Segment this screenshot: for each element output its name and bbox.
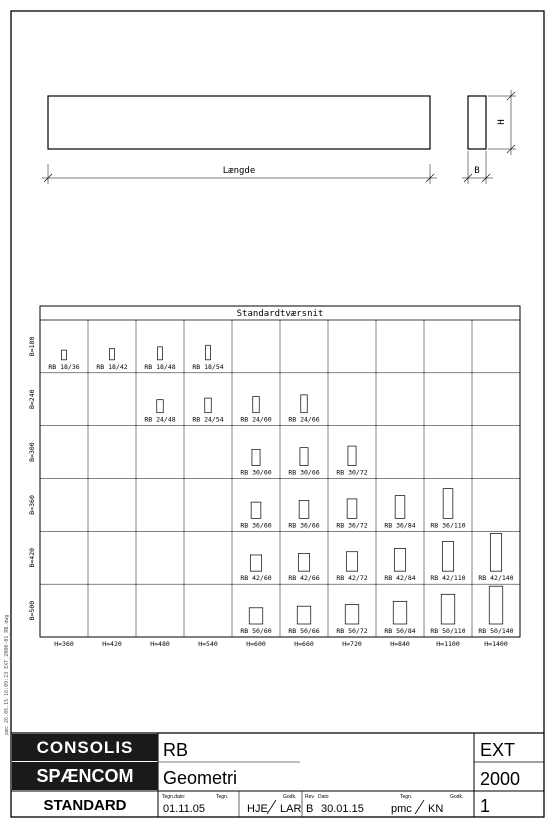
section-shape	[251, 502, 261, 518]
section-shape	[442, 541, 453, 571]
section-cell	[336, 499, 367, 529]
column-label: H=1400	[484, 640, 508, 648]
section-cell	[240, 608, 271, 635]
drawing-subtitle: Geometri	[163, 768, 238, 788]
spaencom-logo: SPÆNCOM	[36, 766, 134, 786]
section-shape	[62, 350, 67, 360]
section-cell	[240, 502, 271, 529]
beam-cross-section	[462, 90, 516, 184]
tegn-dato: 01.11.05	[163, 803, 206, 815]
section-label: RB 18/36	[48, 362, 80, 371]
rev-godk: KN	[428, 803, 444, 815]
godk2-label: Godk.	[450, 794, 464, 800]
section-shape	[348, 446, 356, 465]
section-label: RB 42/72	[336, 574, 368, 583]
standard-sections-table	[28, 306, 520, 648]
section-label: RB 18/42	[96, 362, 128, 371]
section-cell	[192, 345, 223, 371]
rev-tegn: pmc	[391, 803, 412, 815]
section-label: RB 18/48	[144, 362, 176, 371]
section-shape	[249, 608, 263, 624]
section-shape	[157, 400, 163, 413]
section-label: RB 42/60	[240, 574, 272, 583]
section-shape	[490, 533, 501, 571]
consolis-logo: CONSOLIS	[36, 738, 134, 757]
row-label: B=300	[28, 442, 36, 462]
section-label: RB 42/110	[430, 574, 466, 583]
column-label: H=1100	[436, 640, 460, 648]
length-label: Længde	[222, 166, 256, 176]
width-label: B	[474, 166, 480, 176]
tegn2-label: Tegn.	[400, 794, 413, 800]
tegn-dato-label: Tegn.dato:	[162, 794, 186, 800]
section-label: RB 24/48	[144, 415, 176, 424]
section-label: RB 30/72	[336, 468, 368, 477]
section-cell	[240, 555, 271, 582]
section-cell	[384, 601, 415, 635]
section-label: RB 24/60	[240, 415, 272, 424]
sheet-frame	[11, 11, 544, 817]
section-cell	[430, 489, 465, 530]
section-label: RB 36/60	[240, 521, 272, 530]
row-label: B=240	[28, 389, 36, 410]
section-shape	[395, 496, 405, 519]
column-label: H=660	[294, 640, 314, 648]
drawing-name: RB	[163, 740, 189, 760]
section-cell	[288, 448, 319, 477]
section-cell	[430, 541, 465, 582]
section-cell	[192, 398, 223, 424]
section-label: RB 50/66	[288, 627, 320, 635]
section-cell	[96, 348, 127, 370]
section-shape	[347, 499, 357, 518]
column-label: H=600	[246, 640, 266, 648]
row-label: B=420	[28, 547, 36, 568]
section-cell	[336, 446, 367, 476]
section-cell	[48, 350, 79, 371]
section-cell	[384, 548, 415, 582]
section-cell	[144, 400, 175, 424]
section-cell	[384, 496, 415, 530]
section-cell	[478, 586, 513, 635]
column-label: H=720	[342, 640, 362, 648]
row-label: B=180	[28, 336, 36, 357]
section-cell	[144, 347, 175, 371]
column-label: H=480	[150, 640, 170, 648]
column-label: H=360	[54, 640, 74, 648]
section-cell	[288, 501, 319, 530]
section-shape	[297, 606, 311, 624]
section-label: RB 50/60	[240, 627, 272, 635]
section-label: RB 36/84	[384, 521, 416, 530]
section-shape	[301, 395, 307, 413]
section-shape	[299, 501, 309, 519]
section-label: RB 24/54	[192, 415, 224, 424]
section-shape	[206, 345, 211, 360]
section-cell	[336, 605, 367, 635]
section-shape	[205, 398, 211, 413]
section-cell	[478, 533, 513, 582]
section-shape	[300, 448, 308, 466]
section-label: RB 36/66	[288, 521, 320, 530]
section-label: RB 50/140	[478, 627, 514, 635]
section-label: RB 50/110	[430, 627, 466, 635]
code-bottom: 1	[480, 796, 491, 816]
godk-label: Godk.	[283, 794, 297, 800]
section-label: RB 24/66	[288, 415, 320, 424]
row-label: B=360	[28, 495, 36, 515]
section-shape	[298, 553, 309, 571]
section-shape	[345, 605, 359, 624]
code-top: EXT	[480, 740, 516, 760]
tegn-initials: HJE	[247, 803, 268, 815]
section-label: RB 50/72	[336, 627, 368, 635]
section-shape	[443, 489, 453, 519]
column-labels	[54, 640, 508, 648]
rev-date: 30.01.15	[321, 803, 364, 815]
section-shape	[393, 601, 407, 624]
section-label: RB 36/72	[336, 521, 368, 530]
column-label: H=540	[198, 640, 218, 648]
section-shape	[346, 552, 357, 571]
rev-label: Rev.	[305, 794, 315, 800]
column-label: H=420	[102, 640, 122, 648]
section-shape	[250, 555, 261, 571]
section-cell	[288, 606, 319, 635]
section-shape	[441, 594, 455, 624]
section-cell	[288, 395, 319, 424]
section-shape	[252, 449, 260, 465]
section-label: RB 50/84	[384, 627, 416, 635]
row-label: B=500	[28, 600, 36, 621]
dato-label: Dato	[318, 794, 329, 800]
godk-initials: LAR	[280, 803, 302, 815]
code-mid: 2000	[480, 769, 521, 789]
tegn-label: Tegn.	[216, 794, 229, 800]
section-shape	[489, 586, 503, 624]
section-shape	[158, 347, 163, 360]
section-cells	[48, 345, 513, 635]
section-shape	[110, 348, 115, 359]
tegn-godk-slash	[267, 800, 276, 814]
column-label: H=840	[390, 640, 410, 648]
rev-slash	[415, 800, 424, 814]
section-cell	[288, 553, 319, 582]
rev-letter: B	[306, 803, 314, 815]
section-label: RB 18/54	[192, 362, 224, 371]
row-labels	[28, 337, 36, 621]
section-cell	[240, 396, 271, 423]
title-block	[11, 733, 544, 817]
section-label: RB 42/84	[384, 574, 416, 583]
beam-elevation	[42, 96, 437, 184]
section-label: RB 36/110	[430, 521, 466, 530]
file-path-note: pmc 26.05.15 16:09:23 EXT_2000-01_RB.dwg	[4, 614, 10, 735]
standard-label: STANDARD	[43, 797, 127, 814]
section-cell	[336, 552, 367, 582]
table-title: Standardtværsnit	[236, 309, 324, 319]
section-label: RB 30/60	[240, 468, 272, 477]
section-shape	[394, 548, 405, 571]
section-cell	[240, 449, 271, 476]
section-label: RB 42/66	[288, 574, 320, 583]
height-label: H	[497, 119, 507, 125]
section-label: RB 42/140	[478, 574, 514, 583]
section-shape	[253, 396, 259, 412]
section-label: RB 30/66	[288, 468, 320, 477]
section-cell	[430, 594, 465, 635]
